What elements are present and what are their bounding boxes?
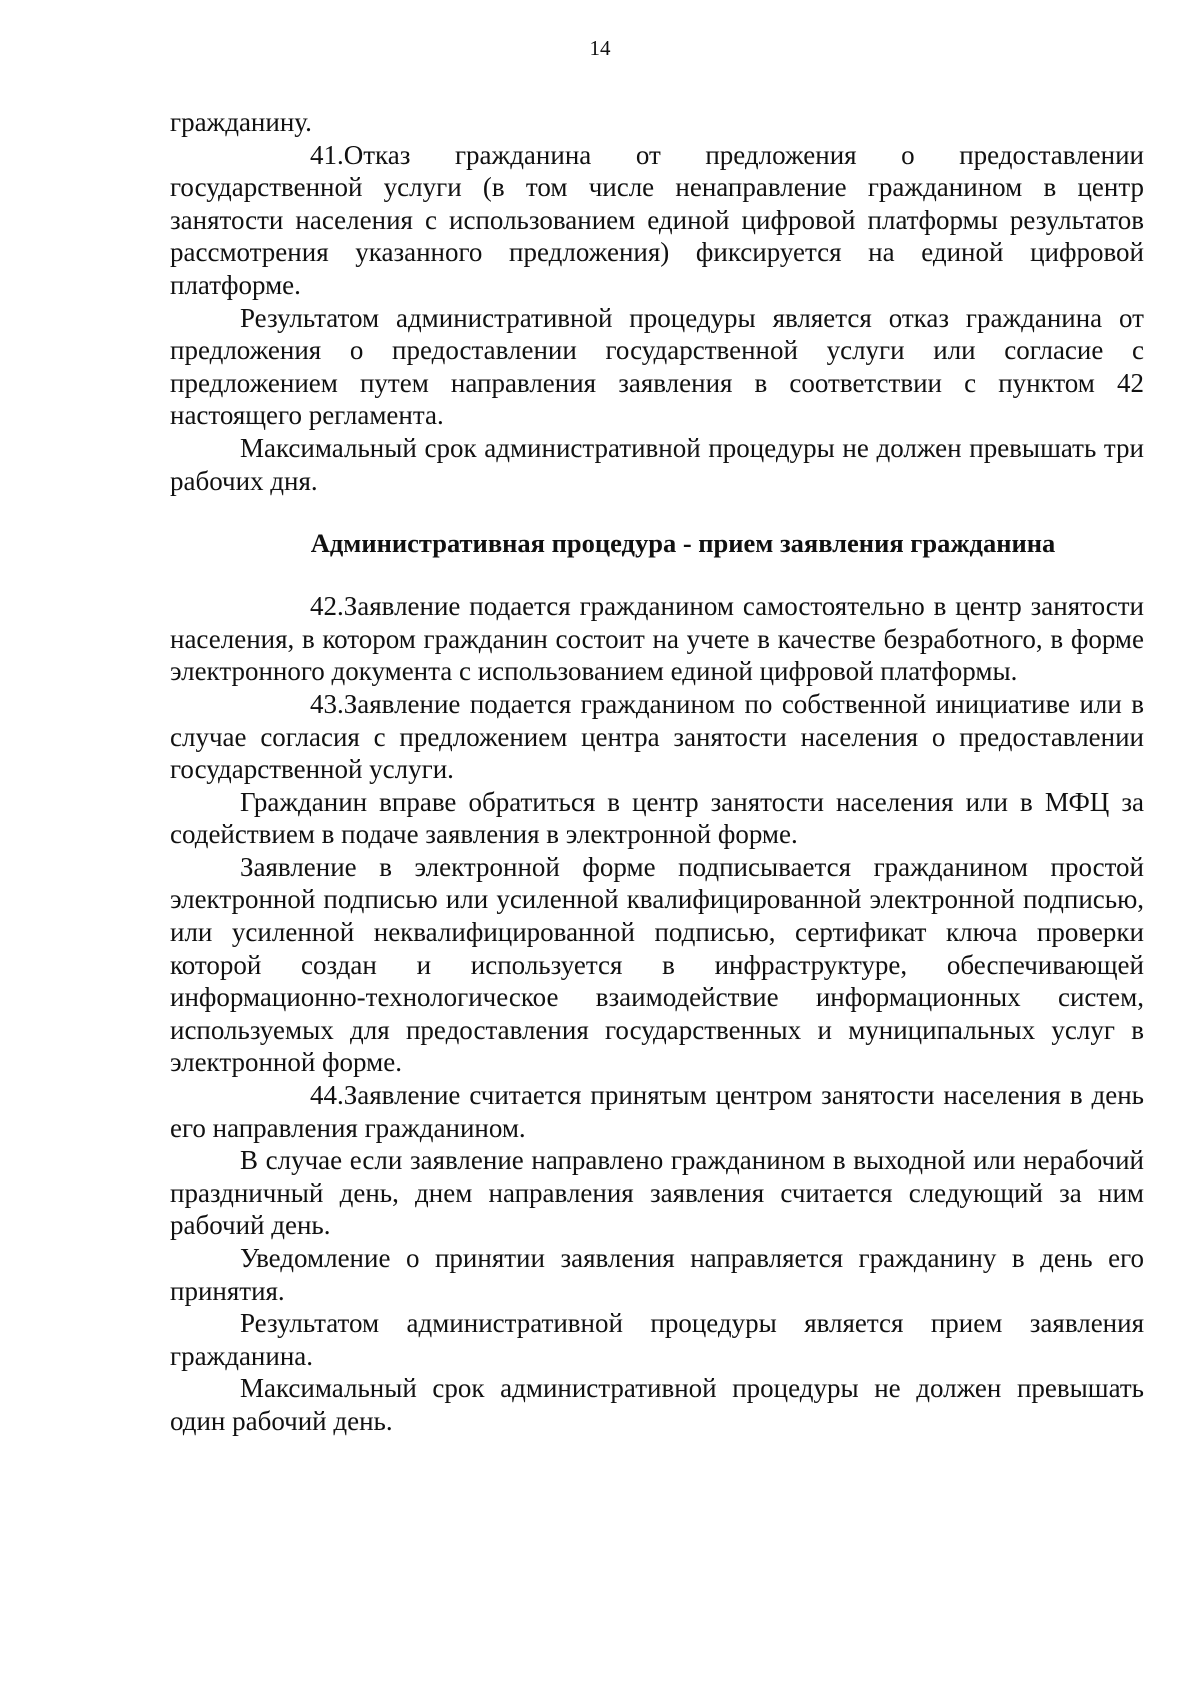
paragraph-44-holiday: В случае если заявление направлено гражданином в выходной или нерабочий праздничный день, днем направления заявления считается следующий за ним рабочий день. xyxy=(170,1145,1144,1241)
paragraph-41 xyxy=(170,139,1144,302)
paragraph-42-text: Заявление подается гражданином самостоятельно в центр занятости населения, в котором гражданин состоит на учете в качестве безработного, в форме электронного документа с использованием единой цифровой платформы. xyxy=(170,591,1144,687)
paragraph-42-number: 42. xyxy=(310,591,344,622)
paragraph-44-number: 44. xyxy=(310,1080,344,1111)
paragraph-44 xyxy=(170,1079,1144,1144)
paragraph-41-result: Результатом административной процедуры является отказ гражданина от предложения о предоставлении государственной услуги или согласие с предложением путем направления заявления в соответствии с пунктом 42 настоящего регламента. xyxy=(170,302,1144,431)
page-number: 14 xyxy=(589,36,611,60)
paragraph-43-mfc: Гражданин вправе обратиться в центр занятости населения или в МФЦ за содействием в подаче заявления в электронной форме. xyxy=(170,786,1144,850)
paragraph-44-term: Максимальный срок административной процедуры не должен превышать один рабочий день. xyxy=(170,1373,1144,1436)
paragraph-43 xyxy=(170,688,1144,786)
paragraph-41-term: Максимальный срок административной процедуры не должен превышать три рабочих дня. xyxy=(170,432,1144,496)
paragraph-44-result: Результатом административной процедуры является прием заявления гражданина. xyxy=(170,1308,1144,1371)
paragraph-41-text: Отказ гражданина от предложения о предоставлении государственной услуги (в том числе ненаправление гражданином в центр занятости населения с использованием единой цифровой платформы результатов рассмотрения указанного предложения) фиксируется на единой цифровой платформе. xyxy=(170,139,1144,300)
paragraph-43-signature: Заявление в электронной форме подписывается гражданином простой электронной подписью или усиленной квалифицированной электронной подписью, или усиленной неквалифицированной подписью, сертификат ключа проверки которой создан и используется в инфраструктуре, обеспечивающей информационно-технологическое взаимодействие информационных систем, используемых для предоставления государственных и муниципальных услуг в электронной форме. xyxy=(170,851,1144,1078)
document-body xyxy=(170,106,1144,1438)
paragraph-42 xyxy=(170,590,1144,688)
continuation-fragment: гражданину. xyxy=(170,107,312,137)
paragraph-43-text: Заявление подается гражданином по собственной инициативе или в случае согласия с предложением центра занятости населения о предоставлении государственной услуги. xyxy=(170,688,1144,785)
paragraph-41-number: 41. xyxy=(310,139,344,170)
paragraph-44-notice: Уведомление о принятии заявления направляется гражданину в день его принятия. xyxy=(170,1243,1144,1306)
paragraph-44-text: Заявление считается принятым центром занятости населения в день его направления гражданином. xyxy=(170,1080,1144,1143)
section-heading: Административная процедура - прием заявления гражданина xyxy=(310,528,1056,559)
paragraph-43-number: 43. xyxy=(310,688,344,719)
